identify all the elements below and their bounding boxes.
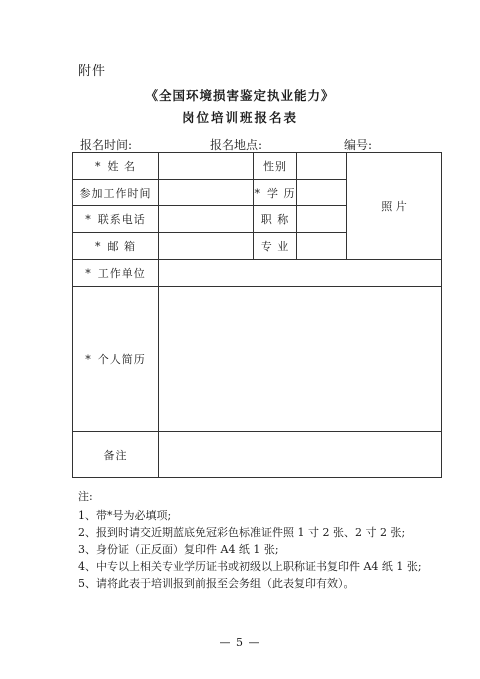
resume-label: 个人简历 (97, 353, 146, 366)
employer-label: 工作单位 (97, 267, 146, 280)
note-item: 4、中专以上相关专业学历证书或初级以上职称证书复印件 A4 纸 1 张; (78, 560, 422, 573)
signup-place-label: 报名地点: (210, 138, 263, 152)
notes-heading: 注: (78, 490, 93, 503)
form-row-resume (73, 287, 442, 432)
mail-label: 邮 箱 (107, 240, 136, 253)
education-label-cell (254, 180, 297, 206)
work-start-field[interactable] (159, 180, 254, 206)
phone-label: 联系电话 (97, 213, 146, 226)
required-mark: * (95, 240, 102, 253)
number-label: 编号: (344, 138, 373, 152)
gender-label: 性别 (254, 153, 297, 180)
major-field[interactable] (297, 233, 347, 260)
education-label: 学 历 (267, 186, 296, 200)
mail-label-cell (73, 233, 159, 260)
note-item: 1、带*号为必填项; (78, 509, 172, 522)
required-mark: * (85, 213, 92, 226)
photo-cell[interactable] (347, 153, 442, 260)
resume-field[interactable] (159, 287, 442, 432)
attachment-label: 附件 (78, 64, 107, 79)
remarks-field[interactable] (159, 432, 442, 478)
name-label-cell (73, 153, 159, 180)
title-label: 职 称 (254, 206, 297, 233)
major-label: 专 业 (254, 233, 297, 260)
title-field[interactable] (297, 206, 347, 233)
note-item: 5、请将此表于培训报到前报至会务组（此表复印有效）。 (78, 577, 355, 590)
document-title: 《全国环境损害鉴定执业能力》 (145, 88, 335, 103)
note-item: 2、报到时请交近期蓝底免冠彩色标准证件照 1 寸 2 张、2 寸 2 张; (78, 526, 406, 539)
phone-label-cell (73, 206, 159, 233)
name-field[interactable] (159, 153, 254, 180)
form-row-employer (73, 260, 442, 287)
signup-time-label: 报名时间: (80, 138, 133, 152)
document-subtitle: 岗位培训班报名表 (181, 110, 298, 125)
work-start-label: 参加工作时间 (73, 180, 159, 206)
mail-field[interactable] (159, 233, 254, 260)
photo-label: 照 片 (381, 200, 407, 213)
gender-field[interactable] (297, 153, 347, 180)
remarks-label: 备注 (73, 432, 159, 478)
education-field[interactable] (297, 180, 347, 206)
registration-form-table (72, 152, 442, 478)
employer-field[interactable] (159, 260, 442, 287)
required-mark: * (95, 160, 102, 173)
required-mark: * (85, 353, 92, 366)
name-label: 姓 名 (107, 160, 136, 173)
phone-field[interactable] (159, 206, 254, 233)
required-mark: * (85, 267, 92, 280)
page-number: — 5 — (219, 636, 261, 649)
employer-label-cell (73, 260, 159, 287)
form-row-name (73, 153, 442, 180)
required-mark: * (254, 186, 261, 200)
note-item: 3、身份证（正反面）复印件 A4 纸 1 张; (78, 543, 279, 556)
form-row-remarks (73, 432, 442, 478)
resume-label-cell (73, 287, 159, 432)
